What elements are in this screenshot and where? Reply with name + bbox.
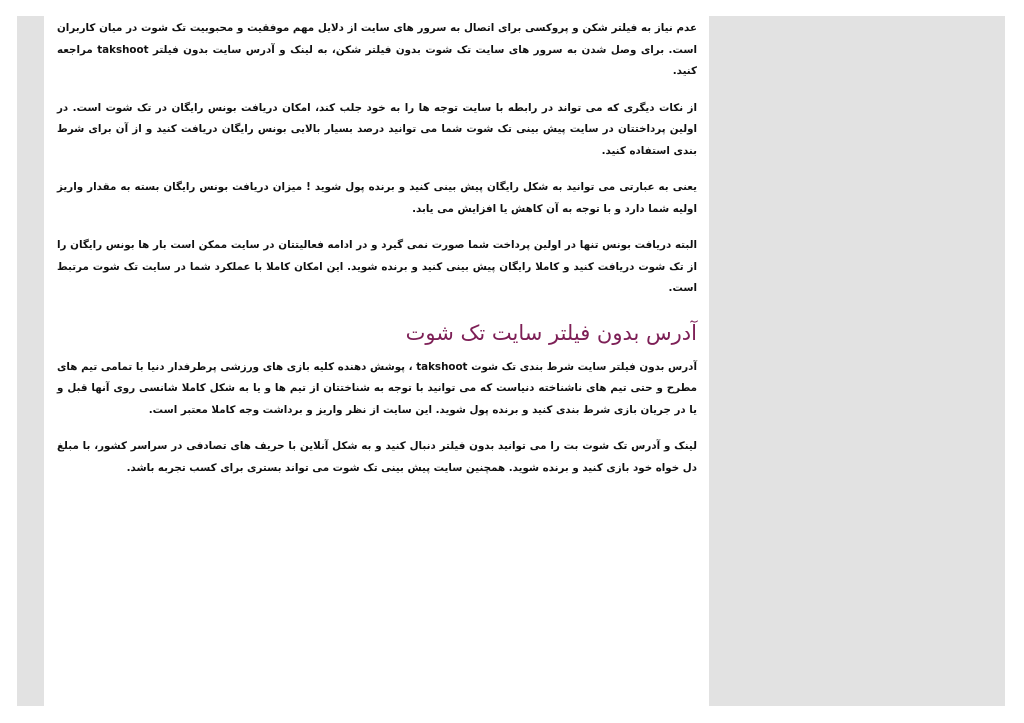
article-paragraph: عدم نیاز به فیلتر شکن و پروکسی برای اتصال به سرور های سایت از دلایل مهم موفقیت و محبوبیت تک شوت در میان کاربران است. برای وصل شدن به سرور های سایت تک شوت بدون فیلتر شکن، به لینک و آدرس سایت بدون فیلتر takshoot مراجعه کنید.: [57, 22, 698, 77]
article-paragraph: لینک و آدرس تک شوت بت را می توانید بدون فیلتر دنبال کنید و به شکل آنلاین با حریف های تصادفی در سراسر کشور، با مبلغ دل خواه خود بازی کنید و برنده شوید. همچنین سایت پیش بینی تک شوت می تواند بستری برای کسب تجربه باشد.: [57, 440, 697, 474]
article-paragraph: یعنی به عبارتی می توانید به شکل رایگان پیش بینی کنید و برنده پول شوید ! میزان دریافت بونس رایگان بسته به مقدار واریز اولیه شما دارد و با توجه به آن کاهش یا افزایش می یابد.: [57, 181, 697, 215]
article-paragraph: آدرس بدون فیلتر سایت شرط بندی تک شوت takshoot ، پوشش دهنده کلیه بازی های ورزشی پرطرفدار دنیا با تمامی تیم های مطرح و حتی تیم های ناشناخته دنیاست که می توانید با توجه به شناختتان از تیم ها و یا به شکل کاملا شانسی روی آنها قبل و یا در جریان بازی شرط بندی کنید و برنده پول شوید. این سایت از نظر واریز و برداشت وجه کاملا معتبر است.: [57, 360, 697, 416]
section-heading: آدرس بدون فیلتر سایت تک شوت: [405, 320, 697, 345]
sidebar-panel: [709, 16, 1005, 706]
article-content: [44, 16, 709, 706]
article-paragraph: البته دریافت بونس تنها در اولین پرداخت شما صورت نمی گیرد و در ادامه فعالیتتان در سایت ممکن است بار ها بونس رایگان را از تک شوت دریافت کنید و کاملا رایگان پیش بینی کنید و برنده شوید. این امکان کاملا با عملکرد شما در سایت تک شوت مرتبط است.: [57, 239, 697, 294]
article-paragraph: از نکات دیگری که می تواند در رابطه با سایت توجه ها را به خود جلب کند، امکان دریافت بونس رایگان در تک شوت است. در اولین پرداختتان در سایت پیش بینی تک شوت شما می توانید درصد بسیار بالایی بونس رایگان دریافت کنید و از آن برای شرط بندی استفاده کنید.: [57, 101, 697, 157]
